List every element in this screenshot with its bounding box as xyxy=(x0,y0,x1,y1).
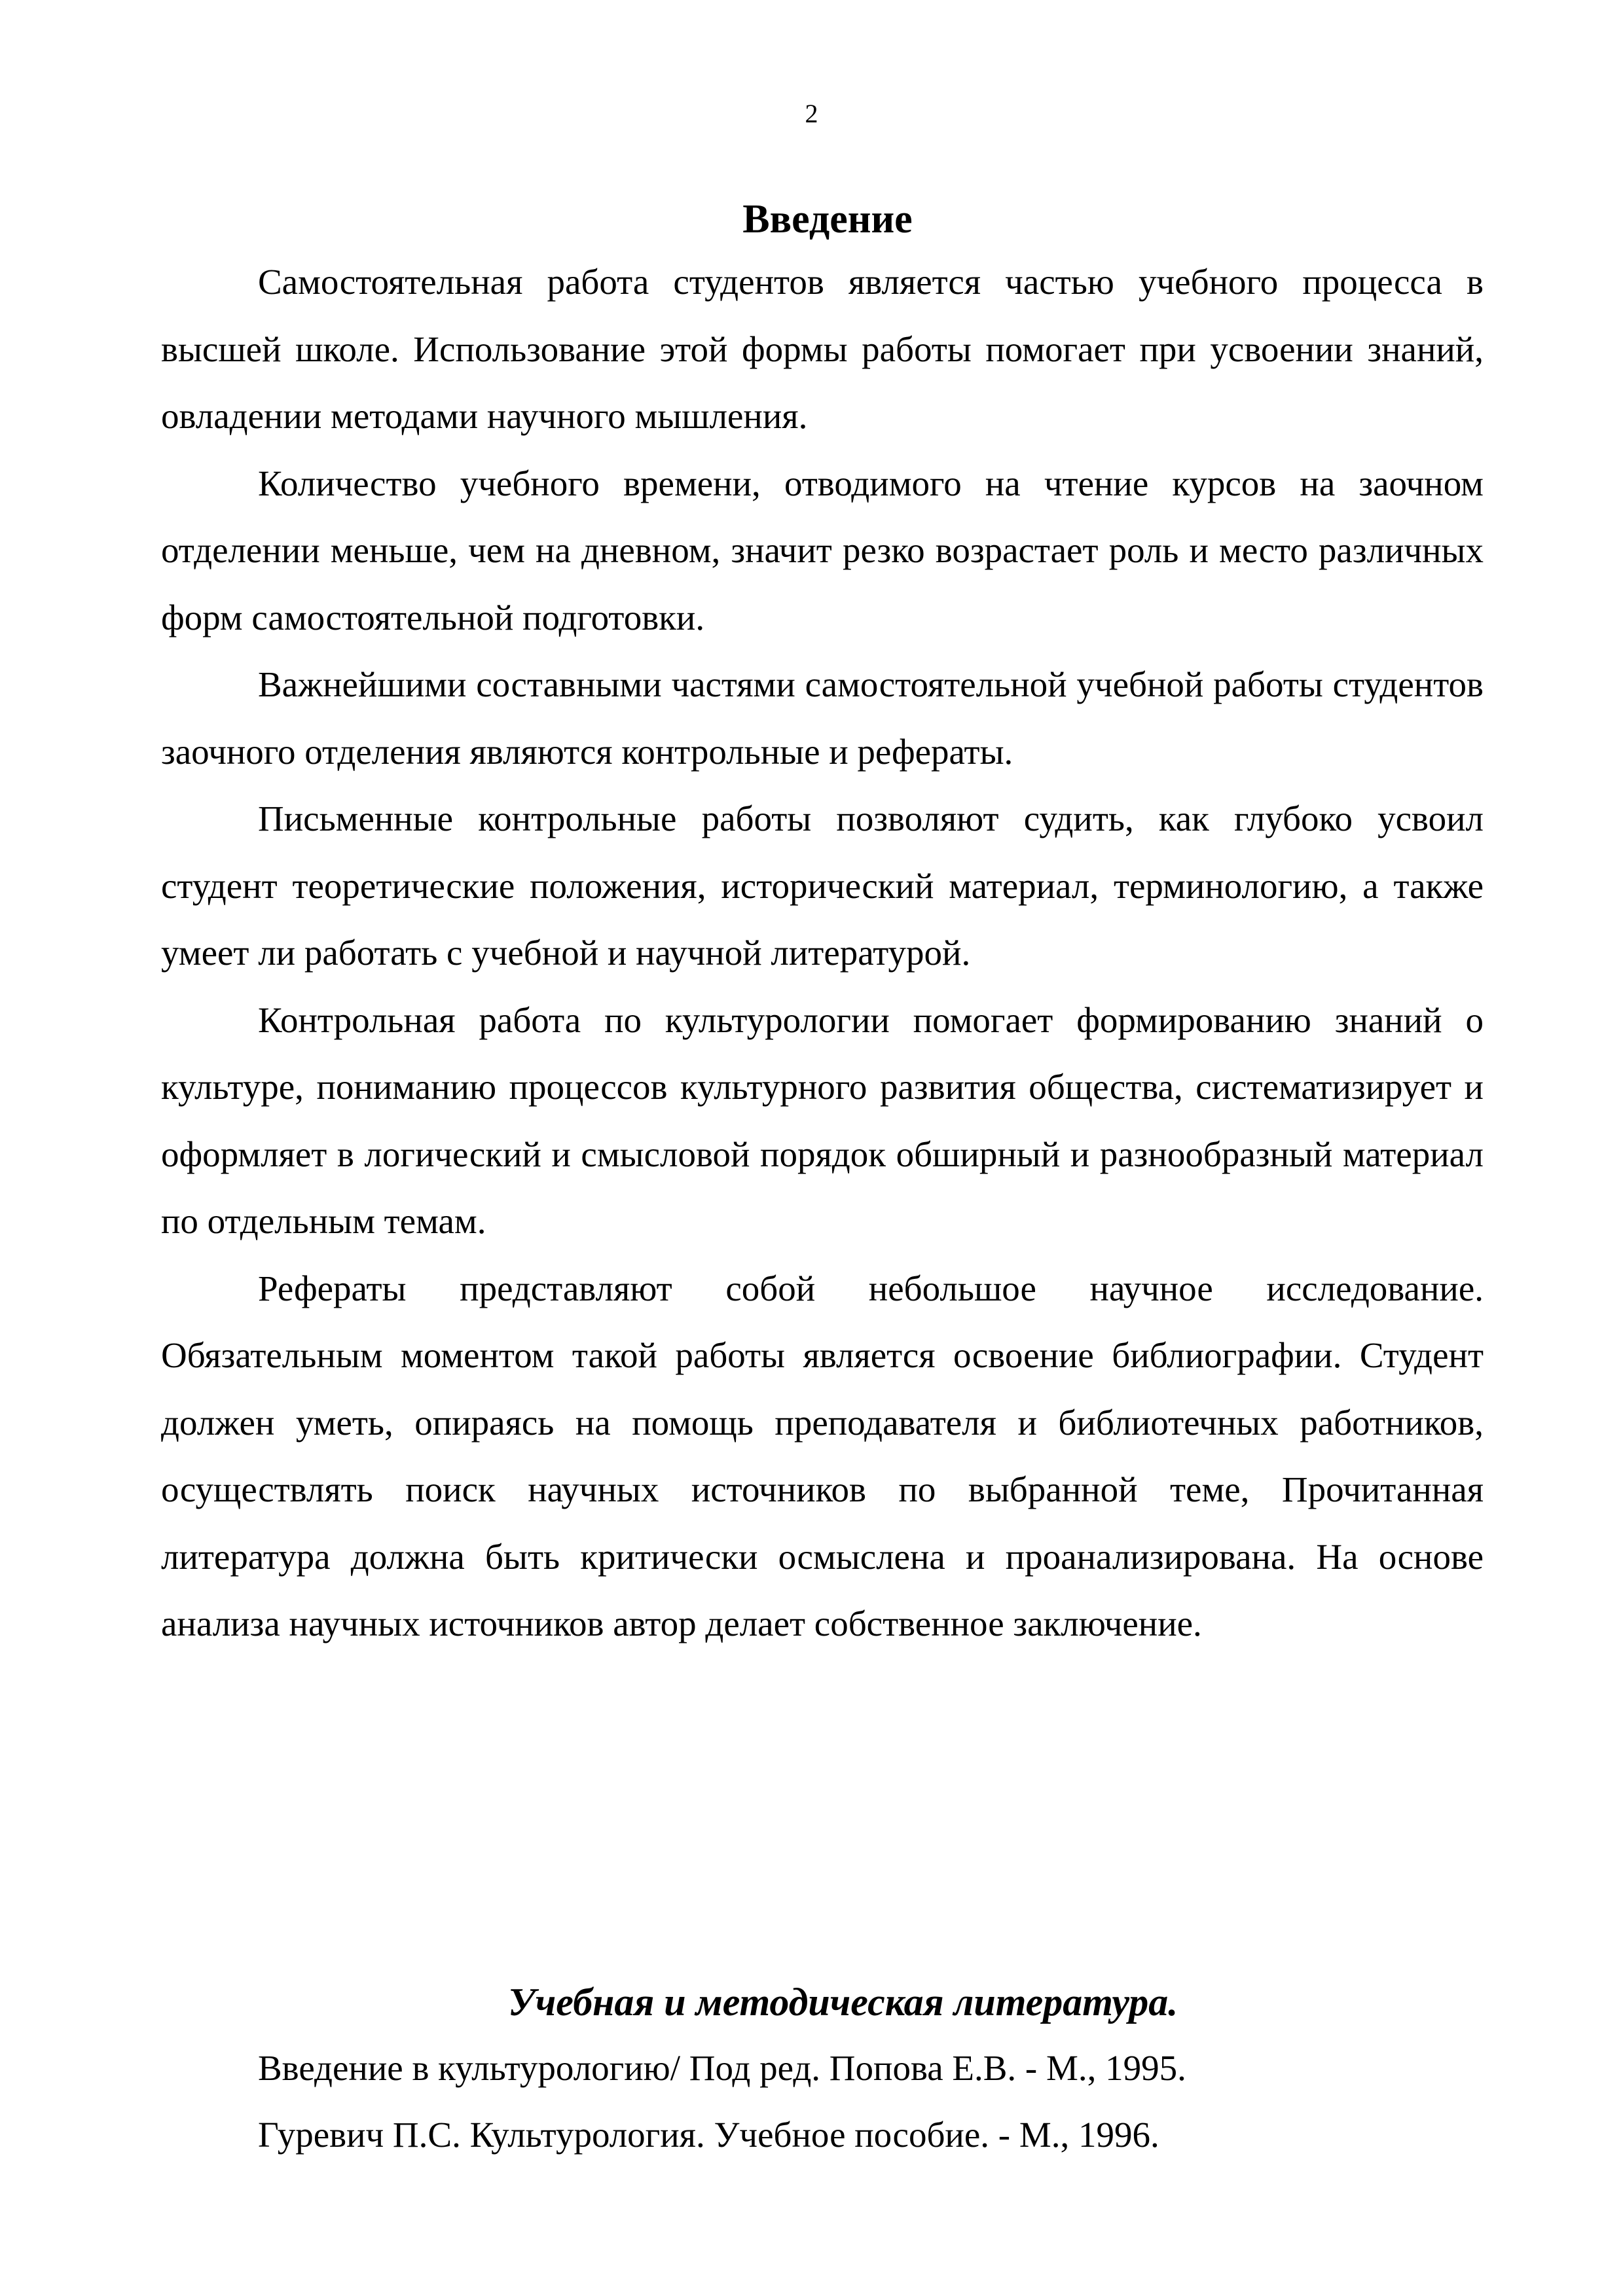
literature-heading: Учебная и методическая литература. xyxy=(508,1980,1178,2024)
page-content xyxy=(161,190,1484,2168)
intro-paragraph: Контрольная работа по культурологии помогает формированию знаний о культуре, пониманию процессов культурного развития общества, систематизирует и оформляет в логический и смысловой порядок обширный и разнообразный материал по отдельным темам. xyxy=(161,999,1484,1241)
literature-item: Гуревич П.С. Культурология. Учебное пособие. - М., 1996. xyxy=(258,2114,1159,2155)
intro-paragraph: Самостоятельная работа студентов является частью учебного процесса в высшей школе. Использование этой формы работы помогает при усвоении знаний, овладении методами научного мышления. xyxy=(161,262,1484,436)
section-title-introduction: Введение xyxy=(742,197,913,242)
page-number: 2 xyxy=(805,99,818,128)
literature-list xyxy=(161,2035,1484,2168)
intro-paragraph: Количество учебного времени, отводимого на чтение курсов на заочном отделении меньше, чем на дневном, значит резко возрастает роль и место различных форм самостоятельной подготовки. xyxy=(161,463,1484,637)
literature-item: Введение в культурологию/ Под ред. Попова Е.В. - М., 1995. xyxy=(258,2047,1186,2088)
intro-paragraph: Письменные контрольные работы позволяют судить, как глубоко усвоил студент теоретические положения, исторический материал, терминологию, а также умеет ли работать с учебной и научной литературой. xyxy=(161,798,1484,973)
intro-paragraph: Рефераты представляют собой небольшое научное исследование. Обязательным моментом такой работы является освоение библиографии. Студент должен уметь, опираясь на помощь преподавателя и библиотечных работников, осуществлять поиск научных источников по выбранной теме, Прочитанная литература должна быть критически осмыслена и проанализирована. На основе анализа научных источников автор делает собственное заключение. xyxy=(161,1268,1484,1643)
intro-paragraph: Важнейшими составными частями самостоятельной учебной работы студентов заочного отделения являются контрольные и рефераты. xyxy=(161,664,1484,772)
